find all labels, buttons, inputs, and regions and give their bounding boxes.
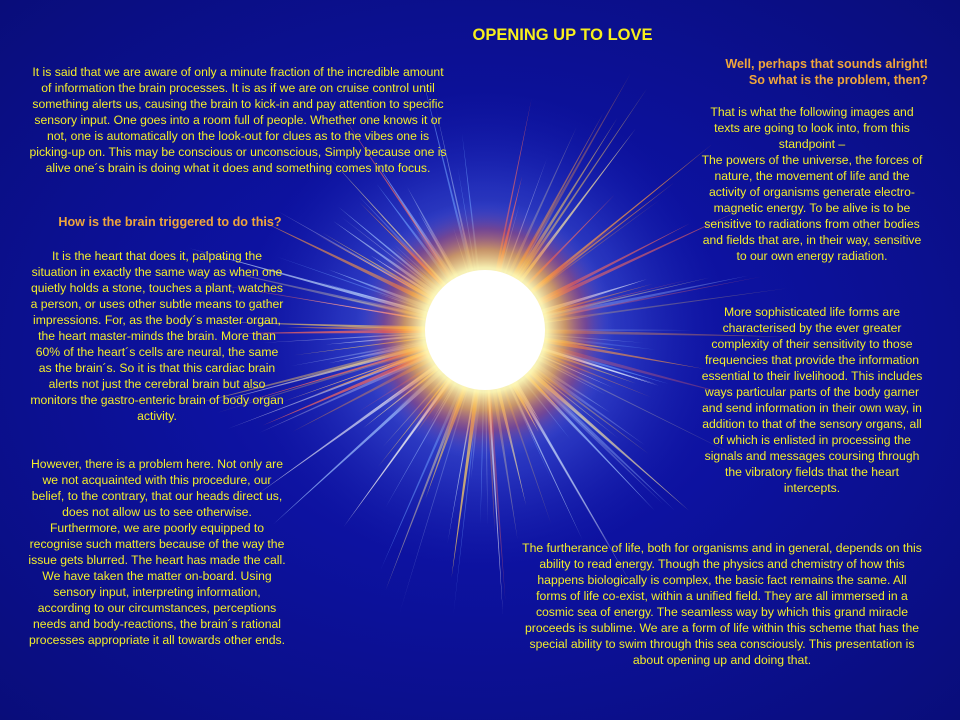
problem-heading: Well, perhaps that sounds alright! So what is the problem, then?	[725, 57, 928, 87]
intro-paragraph: It is said that we are aware of only a minute fraction of the incredible amount of information the brain processes. It is as if we are on cruise control until something alerts us, causing the brain to kick-in and pay attention to specific sensory input. One goes into a room full of people. Whether one knows it or not, one is automatically on the look-out for clues as to the vibes one is picking-up on. This may be conscious or unconscious, Simply because one is alive one´s brain is doing what it does and something comes into focus.	[29, 65, 447, 175]
conclusion-paragraph: The furtherance of life, both for organisms and in general, depends on this ability to read energy. Though the physics and chemistry of how this happens biologically is complex, the basic fact remains the same. All forms of life co-exist, within a unified field. They are all immersed in a cosmic sea of energy. The seamless way by which this grand miracle proceeds is sublime. We are a form of life within this scheme that has the special ability to swim through this sea consciously. This presentation is about opening up and doing that.	[522, 541, 922, 667]
page-title: OPENING UP TO LOVE	[472, 26, 653, 44]
brain-trigger-heading: How is the brain triggered to do this?	[58, 215, 282, 229]
energy-paragraph: That is what the following images and texts are going to look into, from this standpoint – The powers of the universe, the forces of nature, the movement of life and the activity of organisms generate electro-magnetic energy. To be alive is to be sensitive to radiations from other bodies and fields that are, in their way, sensitive to our own energy radiation.	[701, 105, 923, 263]
problem-paragraph: However, there is a problem here. Not only are we not acquainted with this procedure, our belief, to the contrary, that our heads direct us, does not allow us to see otherwise. Furthermore, we are poorly equipped to recognise such matters because of the way the issue gets blurred. The heart has made the call. We have taken the matter on-board. Using sensory input, interpreting information, according to our circumstances, perceptions needs and body-reactions, the brain´s rational processes appropriate it all towards other ends.	[28, 457, 286, 647]
heart-paragraph: It is the heart that does it, palpating the situation in exactly the same way as when one quietly holds a stone, touches a plant, watches a person, or uses other subtle means to gather impressions. For, as the body´s master organ, the heart master-minds the brain. More than 60% of the heart´s cells are neural, the same as the brain´s. So it is that this cardiac brain alerts not just the cerebral brain but also monitors the gastro-enteric brain of body organ activity.	[30, 249, 284, 423]
life-forms-paragraph: More sophisticated life forms are characterised by the ever greater complexity of their sensitivity to those frequencies that provide the information essential to their livelihood. This includes ways particular parts of the body garner and send information in their own way, in addition to that of the sensory organs, all of which is enlisted in processing the signals and messages coursing through the vibratory fields that the heart intercepts.	[701, 305, 923, 495]
